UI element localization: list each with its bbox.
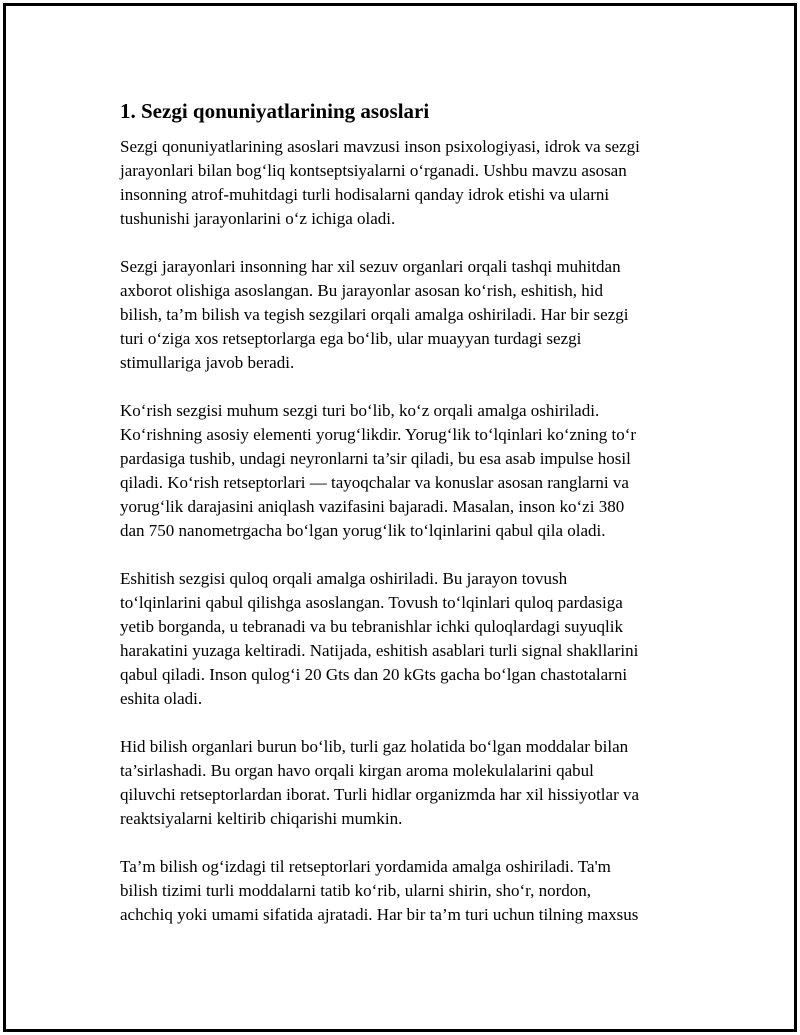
- section-heading: 1. Sezgi qonuniyatlarining asoslari: [120, 99, 430, 123]
- paragraph-taste: Ta’m bilish og‘izdagi til retseptorlari yordamida amalga oshiriladi. Ta'm bilish tizimi turli moddalarni tatib ko‘rib, ularni shirin, sho‘r, nordon, achchiq yoki umami sifatida ajratadi. Har bir ta’m turi uchun tilning maxsus: [120, 857, 639, 924]
- page-frame: [3, 3, 797, 1032]
- paragraph-intro: Sezgi qonuniyatlarining asoslari mavzusi inson psixologiyasi, idrok va sezgi jarayonlari bilan bog‘liq kontseptsiyalarni o‘rganadi. Ushbu mavzu asosan insonning atrof-muhitdagi turli hodisalarni qanday idrok etishi va ularni tushunishi jarayonlarini o‘z ichiga oladi.: [120, 137, 640, 228]
- document-body: [120, 98, 700, 951]
- paragraph-vision: Ko‘rish sezgisi muhum sezgi turi bo‘lib, ko‘z orqali amalga oshiriladi. Ko‘rishning asosiy elementi yorug‘likdir. Yorug‘lik to‘lqinlari ko‘zning to‘r pardasiga tushib, undagi neyronlarni ta’sir qiladi, bu esa asab impulse hosil qiladi. Ko‘rish retseptorlari — tayoqchalar va konuslar asosan ranglarni va yorug‘lik darajasini aniqlash vazifasini bajaradi. Masalan, inson ko‘zi 380 dan 750 nanometrgacha bo‘lgan yorug‘lik to‘lqinlarini qabul qila oladi.: [120, 401, 637, 540]
- paragraph-smell: Hid bilish organlari burun bo‘lib, turli gaz holatida bo‘lgan moddalar bilan ta’sirlashadi. Bu organ havo orqali kirgan aroma molekulalarini qabul qiluvchi retseptorlardan iborat. Turli hidlar organizmda har xil hissiyotlar va reaktsiyalarni keltirib chiqarishi mumkin.: [120, 737, 640, 828]
- paragraph-hearing: Eshitish sezgisi quloq orqali amalga oshiriladi. Bu jarayon tovush to‘lqinlarini qabul qilishga asoslangan. Tovush to‘lqinlari quloq pardasiga yetib borganda, u tebranadi va bu tebranishlar ichki quloqlardagi suyuqlik harakatini yuzaga keltiradi. Natijada, eshitish asablari turli signal shakllarini qabul qiladi. Inson qulog‘i 20 Gts dan 20 kGts gacha bo‘lgan chastotalarni eshita oladi.: [120, 569, 639, 708]
- paragraph-sensory-processes: Sezgi jarayonlari insonning har xil sezuv organlari orqali tashqi muhitdan axborot olishiga asoslangan. Bu jarayonlar asosan ko‘rish, eshitish, hid bilish, ta’m bilish va tegish sezgilari orqali amalga oshiriladi. Har bir sezgi turi o‘ziga xos retseptorlarga ega bo‘lib, ular muayyan turdagi sezgi stimullariga javob beradi.: [120, 257, 629, 372]
